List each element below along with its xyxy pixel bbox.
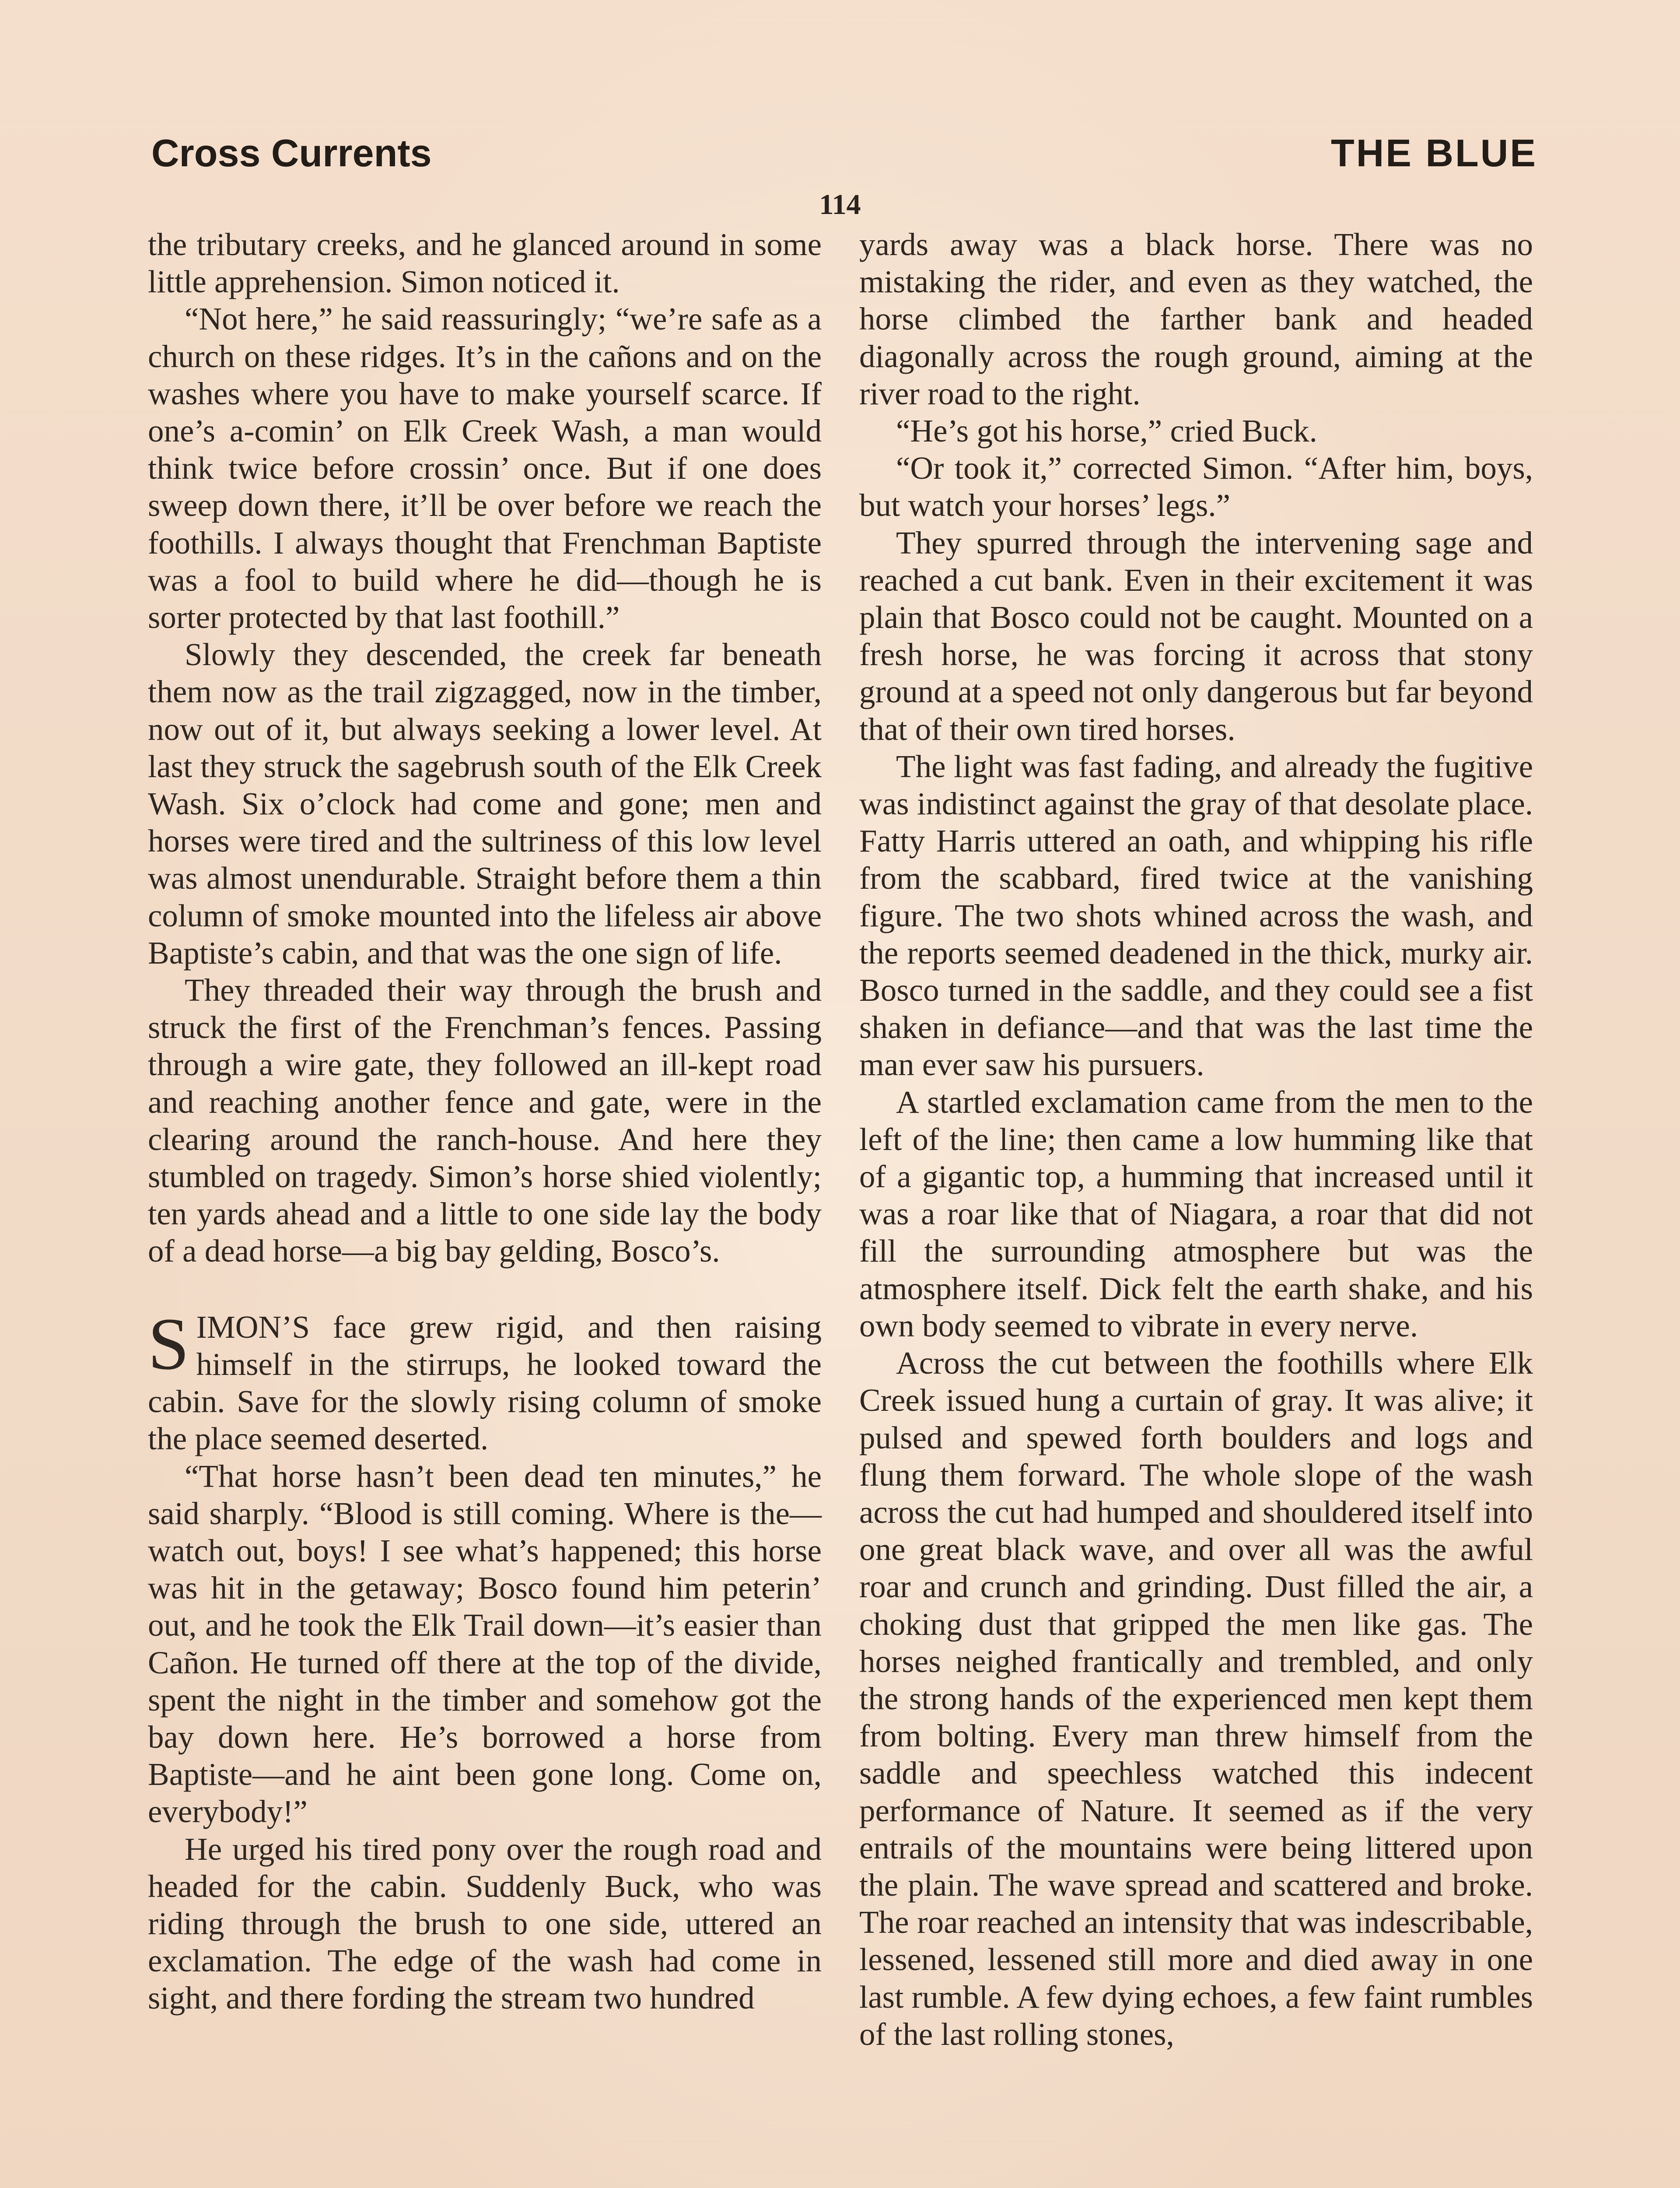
paragraph: “Not here,” he said reassuringly; “we’re safe as a church on these ridges. It’s in the cañons and on the washes where you have to make yourself scarce. If one’s a-comin’ on Elk Creek Wash, a man would think twice before crossin’ once. But if one does sweep down there, it’ll be over before we reach the foothills. I always thought that Frenchman Baptiste was a fool to build where he did—though he is sorter protected by that last foothill.” [148, 301, 822, 635]
paragraph: “He’s got his horse,” cried Buck. [896, 413, 1317, 449]
right-text-column [859, 226, 1533, 2053]
paragraph: He urged his tired pony over the rough road and headed for the cabin. Suddenly Buck, who was riding through the brush to one side, uttered an exclamation. The edge of the wash had come in sight, and there fording the stream two hundred [148, 1831, 822, 2016]
paragraph-text: IMON’S face grew rigid, and then raising himself in the stirrups, he looked toward the cabin. Save for the slowly rising column of smoke the place seemed deserted. [148, 1309, 822, 1457]
magazine-name: THE BLUE [1331, 131, 1537, 175]
page-number: 114 [819, 189, 861, 221]
left-text-column [148, 226, 822, 2017]
paragraph: Slowly they descended, the creek far beneath them now as the trail zigzagged, now in the timber, now out of it, but always seeking a lower level. At last they struck the sagebrush south of the Elk Creek Wash. Six o’clock had come and gone; men and horses were tired and the sultriness of this low level was almost unendurable. Straight before them a thin column of smoke mounted into the lifeless air above Baptiste’s cabin, and that was the one sign of life. [148, 637, 822, 971]
paragraph: “Or took it,” corrected Simon. “After him, boys, but watch your horses’ legs.” [859, 450, 1533, 523]
paragraph: They threaded their way through the brush and struck the first of the Frenchman’s fences. Passing through a wire gate, they followed an ill-kept road and reaching another fence and gate, were in the clearing around the ranch-house. And here they stumbled on tragedy. Simon’s horse shied violently; ten yards ahead and a little to one side lay the body of a dead horse—a big bay gelding, Bosco’s. [148, 972, 822, 1269]
running-head-title: Cross Currents [151, 131, 432, 175]
paragraph: yards away was a black horse. There was no mistaking the rider, and even as they watched, the horse climbed the farther bank and headed diagonally across the rough ground, aiming at the river road to the right. [859, 227, 1533, 411]
paragraph: A startled exclamation came from the men to the left of the line; then came a low humming like that of a gigantic top, a humming that increased until it was a roar like that of Niagara, a roar that did not fill the surrounding atmosphere but was the atmosphere itself. Dick felt the earth shake, and his own body seemed to vibrate in every nerve. [859, 1084, 1533, 1343]
drop-cap: S [148, 1302, 189, 1385]
paragraph: Across the cut between the foothills where Elk Creek issued hung a curtain of gray. It was alive; it pulsed and spewed forth boulders and logs and flung them forward. The whole slope of the wash across the cut had humped and shouldered itself into one great black wave, and over all was the awful roar and crunch and grinding. Dust filled the air, a choking dust that gripped the men like gas. The horses neighed frantically and trembled, and only the strong hands of the experienced men kept them from bolting. Every man threw himself from the saddle and speechless watched this indecent performance of Nature. It seemed as if the very entrails of the mountains were being littered upon the plain. The wave spread and scattered and broke. The roar reached an intensity that was indescribable, lessened, lessened still more and died away in one last rumble. A few dying echoes, a few faint rumbles of the last rolling stones, [859, 1345, 1533, 2052]
paragraph: the tributary creeks, and he glanced around in some little apprehension. Simon noticed it. [148, 227, 822, 300]
paragraph: The light was fast fading, and already the fugitive was indistinct against the gray of that desolate place. Fatty Harris uttered an oath, and whipping his rifle from the scabbard, fired twice at the vanishing figure. The two shots whined across the wash, and the reports seemed deadened in the thick, murky air. Bosco turned in the saddle, and they could see a fist shaken in defiance—and that was the last time the man ever saw his pursuers. [859, 748, 1533, 1083]
paragraph: “That horse hasn’t been dead ten minutes,” he said sharply. “Blood is still coming. Where is the—watch out, boys! I see what’s happened; this horse was hit in the getaway; Bosco found him peterin’ out, and he took the Elk Trail down—it’s easier than Cañon. He turned off there at the top of the divide, spent the night in the timber and somehow got the bay down here. He’s borrowed a horse from Baptiste—and he aint been gone long. Come on, everybody!” [148, 1458, 822, 1830]
paragraph: They spurred through the intervening sage and reached a cut bank. Even in their excitement it was plain that Bosco could not be caught. Mounted on a fresh horse, he was forcing it across that stony ground at a speed not only dangerous but far beyond that of their own tired horses. [859, 525, 1533, 747]
section-start-paragraph [148, 1302, 822, 1458]
